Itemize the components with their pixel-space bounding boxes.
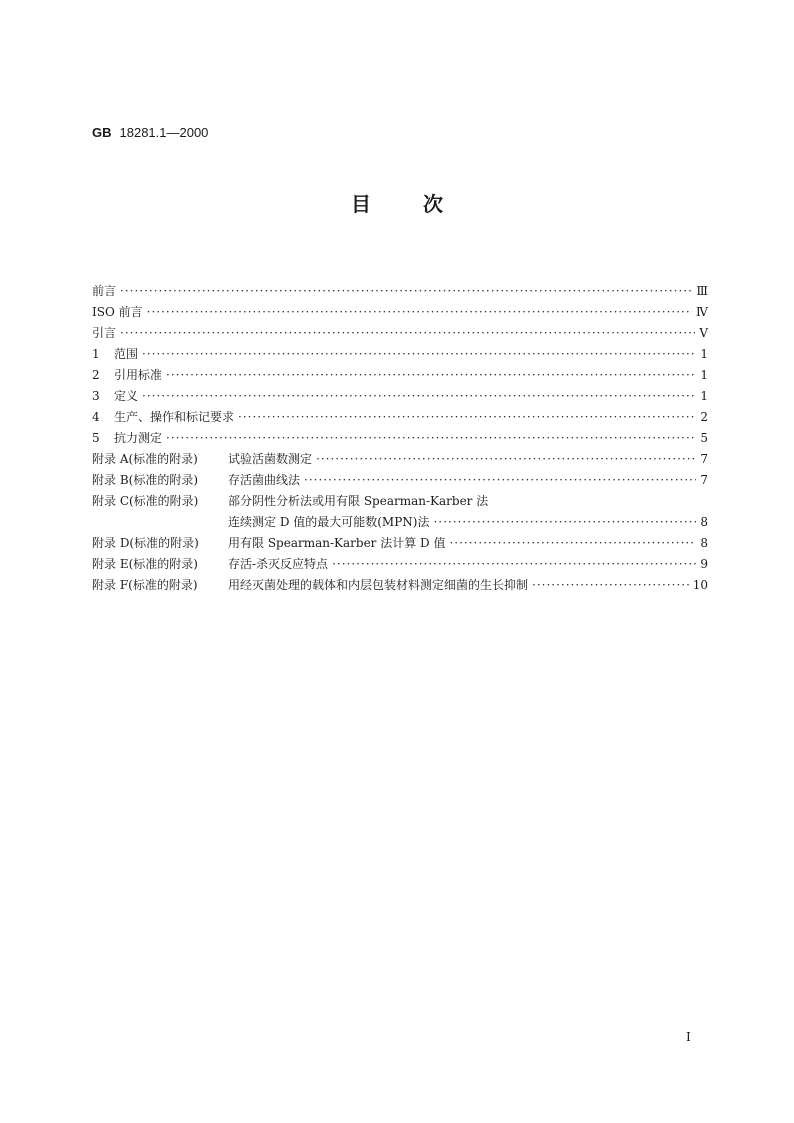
- toc-label: 引用标准: [114, 368, 163, 382]
- toc-number: 2: [92, 368, 100, 382]
- toc-entry-iso-foreword[interactable]: [92, 303, 708, 324]
- toc-entry-introduction[interactable]: [92, 324, 708, 345]
- dot-leader: [449, 536, 696, 550]
- toc-page: 1: [700, 347, 708, 361]
- toc-label: 试验活菌数测定: [228, 452, 313, 466]
- toc-label: 部分阴性分析法或用有限 Spearman-Karber 法: [228, 494, 489, 508]
- toc-entry-5[interactable]: [92, 429, 708, 450]
- dot-leader: [147, 305, 692, 319]
- toc-label: 前言: [92, 284, 117, 298]
- toc-number: 5: [92, 431, 100, 445]
- toc-label: 抗力测定: [114, 431, 163, 445]
- dot-leader: [142, 389, 696, 403]
- toc-page: Ⅴ: [699, 326, 708, 340]
- toc-page: 8: [700, 536, 708, 550]
- toc-page: 7: [700, 452, 708, 466]
- dot-leader: [532, 578, 689, 592]
- dot-leader: [142, 347, 696, 361]
- dot-leader: [316, 452, 696, 466]
- toc-label: 定义: [114, 389, 139, 403]
- annex-label: 附录 C(标准的附录): [92, 494, 199, 508]
- dot-leader: [332, 557, 696, 571]
- toc-label: 用经灭菌处理的载体和内层包装材料测定细菌的生长抑制: [228, 578, 529, 592]
- dot-leader: [304, 473, 696, 487]
- dot-leader: [166, 431, 696, 445]
- standard-number: 18281.1—2000: [119, 125, 209, 140]
- dot-leader: [433, 515, 696, 529]
- toc-entry-annex-f[interactable]: [92, 576, 708, 597]
- annex-label: 附录 B(标准的附录): [92, 473, 198, 487]
- toc-entry-4[interactable]: [92, 408, 708, 429]
- dot-leader: [120, 284, 692, 298]
- toc-entry-2[interactable]: [92, 366, 708, 387]
- annex-label: 附录 D(标准的附录): [92, 536, 199, 550]
- toc-entry-foreword[interactable]: [92, 282, 708, 303]
- toc-label: 生产、操作和标记要求: [114, 410, 235, 424]
- toc-page: 9: [700, 557, 708, 571]
- page-folio: Ⅰ: [686, 1030, 691, 1044]
- table-of-contents: [92, 282, 708, 597]
- toc-page: 7: [700, 473, 708, 487]
- standard-prefix: GB: [92, 125, 112, 140]
- annex-label: 附录 F(标准的附录): [92, 578, 198, 592]
- toc-label: 存活菌曲线法: [228, 473, 301, 487]
- toc-page: 2: [700, 410, 708, 424]
- toc-entry-annex-d[interactable]: [92, 534, 708, 555]
- standard-header: [92, 125, 208, 140]
- toc-label: 用有限 Spearman-Karber 法计算 D 值: [228, 536, 446, 550]
- toc-entry-annex-b[interactable]: [92, 471, 708, 492]
- dot-leader: [238, 410, 696, 424]
- toc-page: Ⅲ: [696, 284, 708, 298]
- toc-page: 5: [700, 431, 708, 445]
- toc-entry-3[interactable]: [92, 387, 708, 408]
- toc-label: 范围: [114, 347, 139, 361]
- page-title: 目次: [351, 192, 495, 216]
- toc-entry-annex-c[interactable]: [92, 492, 708, 513]
- toc-label: ISO 前言: [92, 305, 143, 319]
- toc-page: 1: [700, 368, 708, 382]
- dot-leader: [120, 326, 695, 340]
- toc-label: 引言: [92, 326, 117, 340]
- toc-label-continuation: 连续测定 D 值的最大可能数(MPN)法: [228, 515, 430, 529]
- toc-number: 1: [92, 347, 100, 361]
- toc-page: 1: [700, 389, 708, 403]
- toc-page: Ⅳ: [696, 305, 708, 319]
- toc-number: 3: [92, 389, 100, 403]
- toc-entry-annex-c-continued[interactable]: [92, 513, 708, 534]
- toc-entry-1[interactable]: [92, 345, 708, 366]
- toc-label: 存活-杀灭反应特点: [228, 557, 329, 571]
- toc-number: 4: [92, 410, 100, 424]
- dot-leader: [166, 368, 696, 382]
- annex-label: 附录 A(标准的附录): [92, 452, 198, 466]
- toc-page: 10: [692, 578, 708, 592]
- toc-entry-annex-e[interactable]: [92, 555, 708, 576]
- toc-page: 8: [700, 515, 708, 529]
- annex-label: 附录 E(标准的附录): [92, 557, 198, 571]
- toc-entry-annex-a[interactable]: [92, 450, 708, 471]
